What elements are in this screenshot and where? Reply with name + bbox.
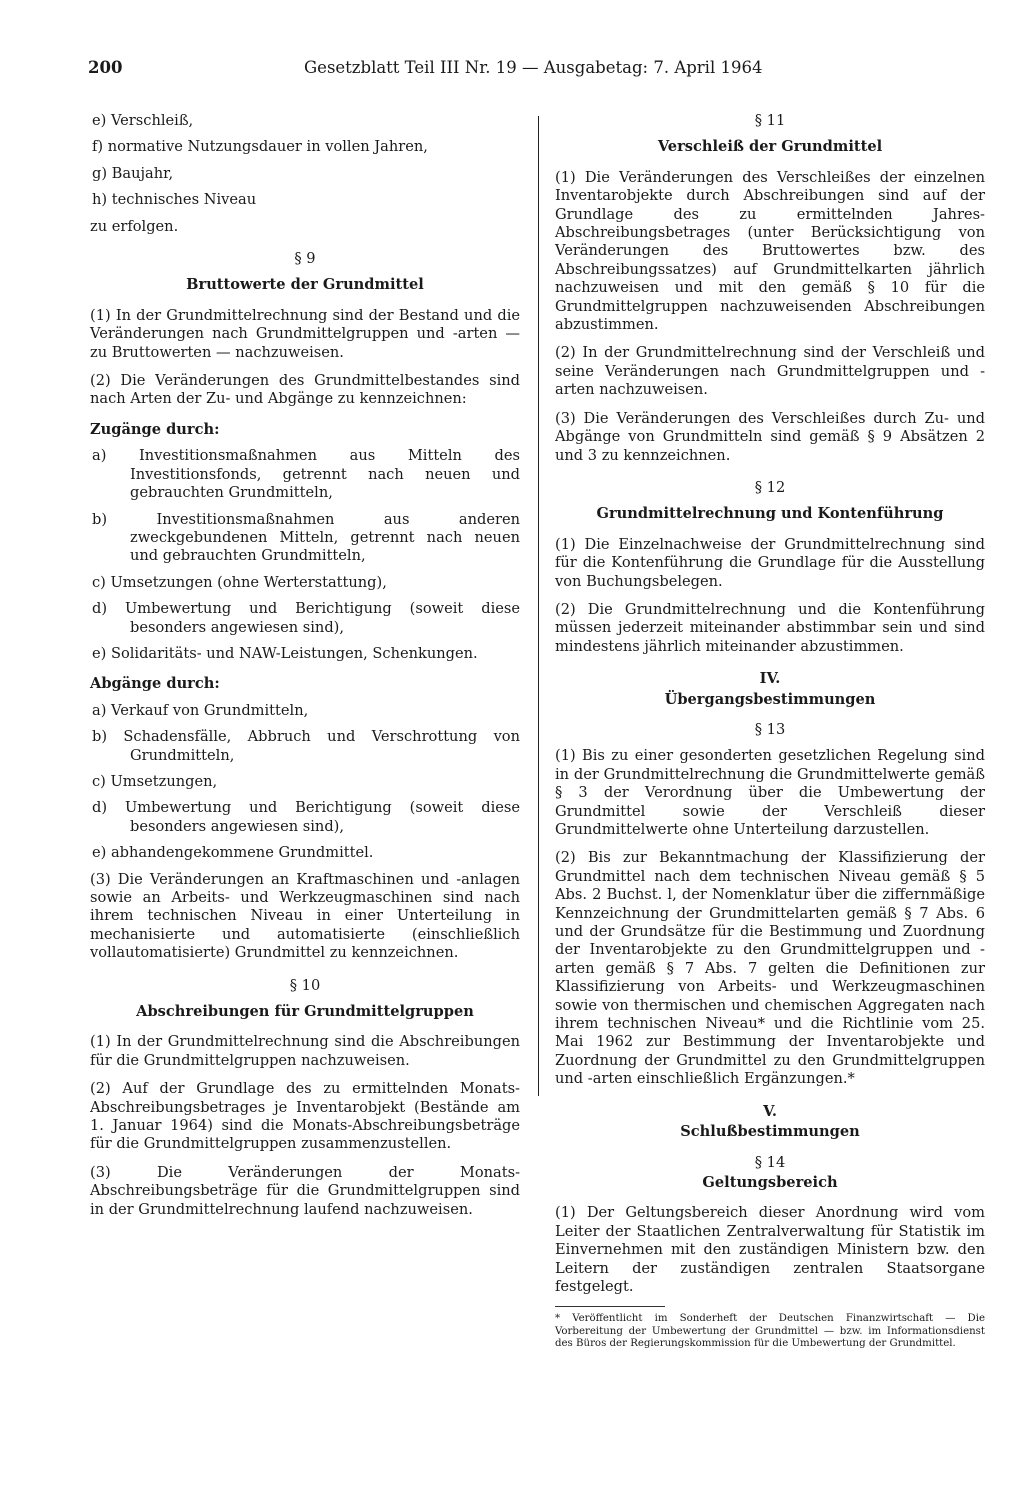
part-number: IV. <box>759 670 781 688</box>
list-item: c) Umsetzungen (ohne Werterstattung), <box>92 573 387 591</box>
section-title: Abschreibungen für Grundmittelgruppen <box>136 1003 474 1021</box>
section-number: § 9 <box>294 250 316 268</box>
part-title: Schlußbestimmungen <box>680 1123 860 1141</box>
running-title: Gesetzblatt Teil III Nr. 19 — Ausgabetag: 7. April 1964 <box>304 58 763 77</box>
section-number: § 10 <box>289 976 321 994</box>
section-title: Grundmittelrechnung und Kontenführung <box>596 505 944 523</box>
section-number: § 13 <box>754 720 786 738</box>
list-item: g) Baujahr, <box>92 164 174 182</box>
paragraph: (2) Auf der Grundlage des zu ermittelnden Monats-Abschreibungsbetrages je Inventarobjekt (Bestände am 1. Januar 1964) sind die Monats-Abschreibungsbeträge für die Grundmittelgruppen zusammenzustellen. <box>90 1080 520 1153</box>
list-item: b) Investitionsmaßnahmen aus anderen zweckgebundenen Mitteln, getrennt nach neuen und gebrauchten Grundmitteln, <box>92 510 520 565</box>
subheading-abgaenge: Abgänge durch: <box>90 675 220 693</box>
list-item: b) Schadensfälle, Abbruch und Verschrottung von Grundmitteln, <box>92 728 520 764</box>
list-item: e) Solidaritäts- und NAW-Leistungen, Schenkungen. <box>92 644 478 662</box>
column-divider <box>538 116 539 1096</box>
paragraph: (1) In der Grundmittelrechnung sind die Abschreibungen für die Grundmittelgruppen nachzuweisen. <box>90 1033 520 1069</box>
list-tail: zu erfolgen. <box>90 217 179 235</box>
list-item: c) Umsetzungen, <box>92 772 218 790</box>
subheading-zugaenge: Zugänge durch: <box>90 420 220 438</box>
section-number: § 14 <box>754 1153 786 1171</box>
page-number: 200 <box>88 58 123 77</box>
list-item: e) abhandengekommene Grundmittel. <box>92 844 374 862</box>
list-item: f) normative Nutzungsdauer in vollen Jahren, <box>92 138 428 156</box>
list-item: e) Verschleiß, <box>92 112 194 129</box>
continued-list <box>90 112 520 210</box>
paragraph: (3) Die Veränderungen des Verschleißes durch Zu- und Abgänge von Grundmitteln sind gemäß § 9 Absätzen 2 und 3 zu kennzeichnen. <box>555 409 985 464</box>
paragraph: (1) In der Grundmittelrechnung sind der Bestand und die Veränderungen nach Grundmittelgruppen und -arten — zu Bruttowerten — nachzuweisen. <box>90 306 520 361</box>
section-number: § 11 <box>754 112 786 129</box>
list-item: a) Investitionsmaßnahmen aus Mitteln des Investitionsfonds, getrennt nach neuen und gebrauchten Grundmitteln, <box>92 447 520 502</box>
list-item: h) technisches Niveau <box>92 191 257 209</box>
paragraph: (2) In der Grundmittelrechnung sind der Verschleiß und seine Veränderungen nach Grundmittelgruppen und -arten nachzuweisen. <box>555 344 985 399</box>
abgaenge-list <box>90 702 520 863</box>
paragraph: (3) Die Veränderungen der Monats-Abschreibungsbeträge für die Grundmittelgruppen sind in der Grundmittelrechnung laufend nachzuweisen. <box>90 1163 520 1218</box>
paragraph: (3) Die Veränderungen an Kraftmaschinen und -anlagen sowie an Arbeits- und Werkzeugmaschinen sind nach ihrem technischen Niveau in einer Unterteilung in mechanisierte und automatisierte (einschließlich vollautomatisierte) Grundmittel zu kennzeichnen. <box>90 870 520 962</box>
left-column <box>90 112 520 1229</box>
part-number: V. <box>763 1102 777 1120</box>
paragraph: (1) Der Geltungsbereich dieser Anordnung wird vom Leiter der Staatlichen Zentralverwaltung für Statistik im Einvernehmen mit den zuständigen Ministern bzw. den Leitern der zuständigen zentralen Staatsorgane festgelegt. <box>555 1204 985 1295</box>
section-title: Geltungsbereich <box>702 1173 838 1191</box>
list-item: d) Umbewertung und Berichtigung (soweit diese besonders angewiesen sind), <box>92 799 520 835</box>
paragraph: (1) Bis zu einer gesonderten gesetzlichen Regelung sind in der Grundmittelrechnung die Grundmittelwerte gemäß § 3 der Verordnung über die Umbewertung der Grundmittel sowie der Verschleiß dieser Grundmittelwerte ohne Unterteilung darzustellen. <box>555 747 985 838</box>
paragraph: (2) Bis zur Bekanntmachung der Klassifizierung der Grundmittel nach dem technischen Niveau gemäß § 5 Abs. 2 Buchst. l, der Nomenklatur über die ziffernmäßige Kennzeichnung der Grundmittelarten gemäß § 7 Abs. 6 und der Grundsätze für die Bestimmung und Zuordnung der Inventarobjekte zu den Grundmittelgruppen und -arten gemäß § 7 Abs. 7 gelten die Definitionen zur Klassifizierung von Arbeits- und Werkzeugmaschinen sowie von thermischen und chemischen Aggregaten nach ihrem technischen Niveau* und die Richtlinie vom 25. Mai 1962 zur Bestimmung der Inventarobjekte und Zuordnung der Grundmittel zu den Grundmittelgruppen und -arten einschließlich Ergänzungen.* <box>555 849 985 1088</box>
section-number: § 12 <box>754 478 786 496</box>
page-header <box>88 58 988 78</box>
paragraph: (1) Die Einzelnachweise der Grundmittelrechnung sind für die Kontenführung die Grundlage für die Ausstellung von Buchungsbelegen. <box>555 535 985 590</box>
zugaenge-list <box>90 447 520 663</box>
footnote-rule <box>555 1306 665 1307</box>
paragraph: (2) Die Grundmittelrechnung und die Kontenführung müssen jederzeit miteinander abstimmbar sein und sind mindestens jährlich miteinander abzustimmen. <box>555 600 985 655</box>
part-title: Übergangsbestimmungen <box>664 690 876 708</box>
section-title: Verschleiß der Grundmittel <box>657 138 883 156</box>
paragraph: (1) Die Veränderungen des Verschleißes der einzelnen Inventarobjekte durch Abschreibungen sind auf der Grundlage des zu ermittelnden Jahres-Abschreibungsbetrages (unter Berücksichtigung von Veränderungen des Bruttowertes bzw. des Abschreibungssatzes) auf Grundmittelkarten jährlich nachzuweisen und mit den gemäß § 10 für die Grundmittelgruppen nachzuweisenden Abschreibungen abzustimmen. <box>555 168 985 334</box>
list-item: a) Verkauf von Grundmitteln, <box>92 701 309 719</box>
section-title: Bruttowerte der Grundmittel <box>186 276 424 294</box>
right-column <box>555 112 985 1351</box>
list-item: d) Umbewertung und Berichtigung (soweit diese besonders angewiesen sind), <box>92 600 520 636</box>
paragraph: (2) Die Veränderungen des Grundmittelbestandes sind nach Arten der Zu- und Abgänge zu kennzeichnen: <box>90 372 520 408</box>
footnote: * Veröffentlicht im Sonderheft der Deutschen Finanzwirtschaft — Die Vorbereitung der Umbewertung der Grundmittel — bzw. im Informationsdienst des Büros der Regierungskommission für die Umbewertung der Grundmittel. <box>555 1313 985 1350</box>
